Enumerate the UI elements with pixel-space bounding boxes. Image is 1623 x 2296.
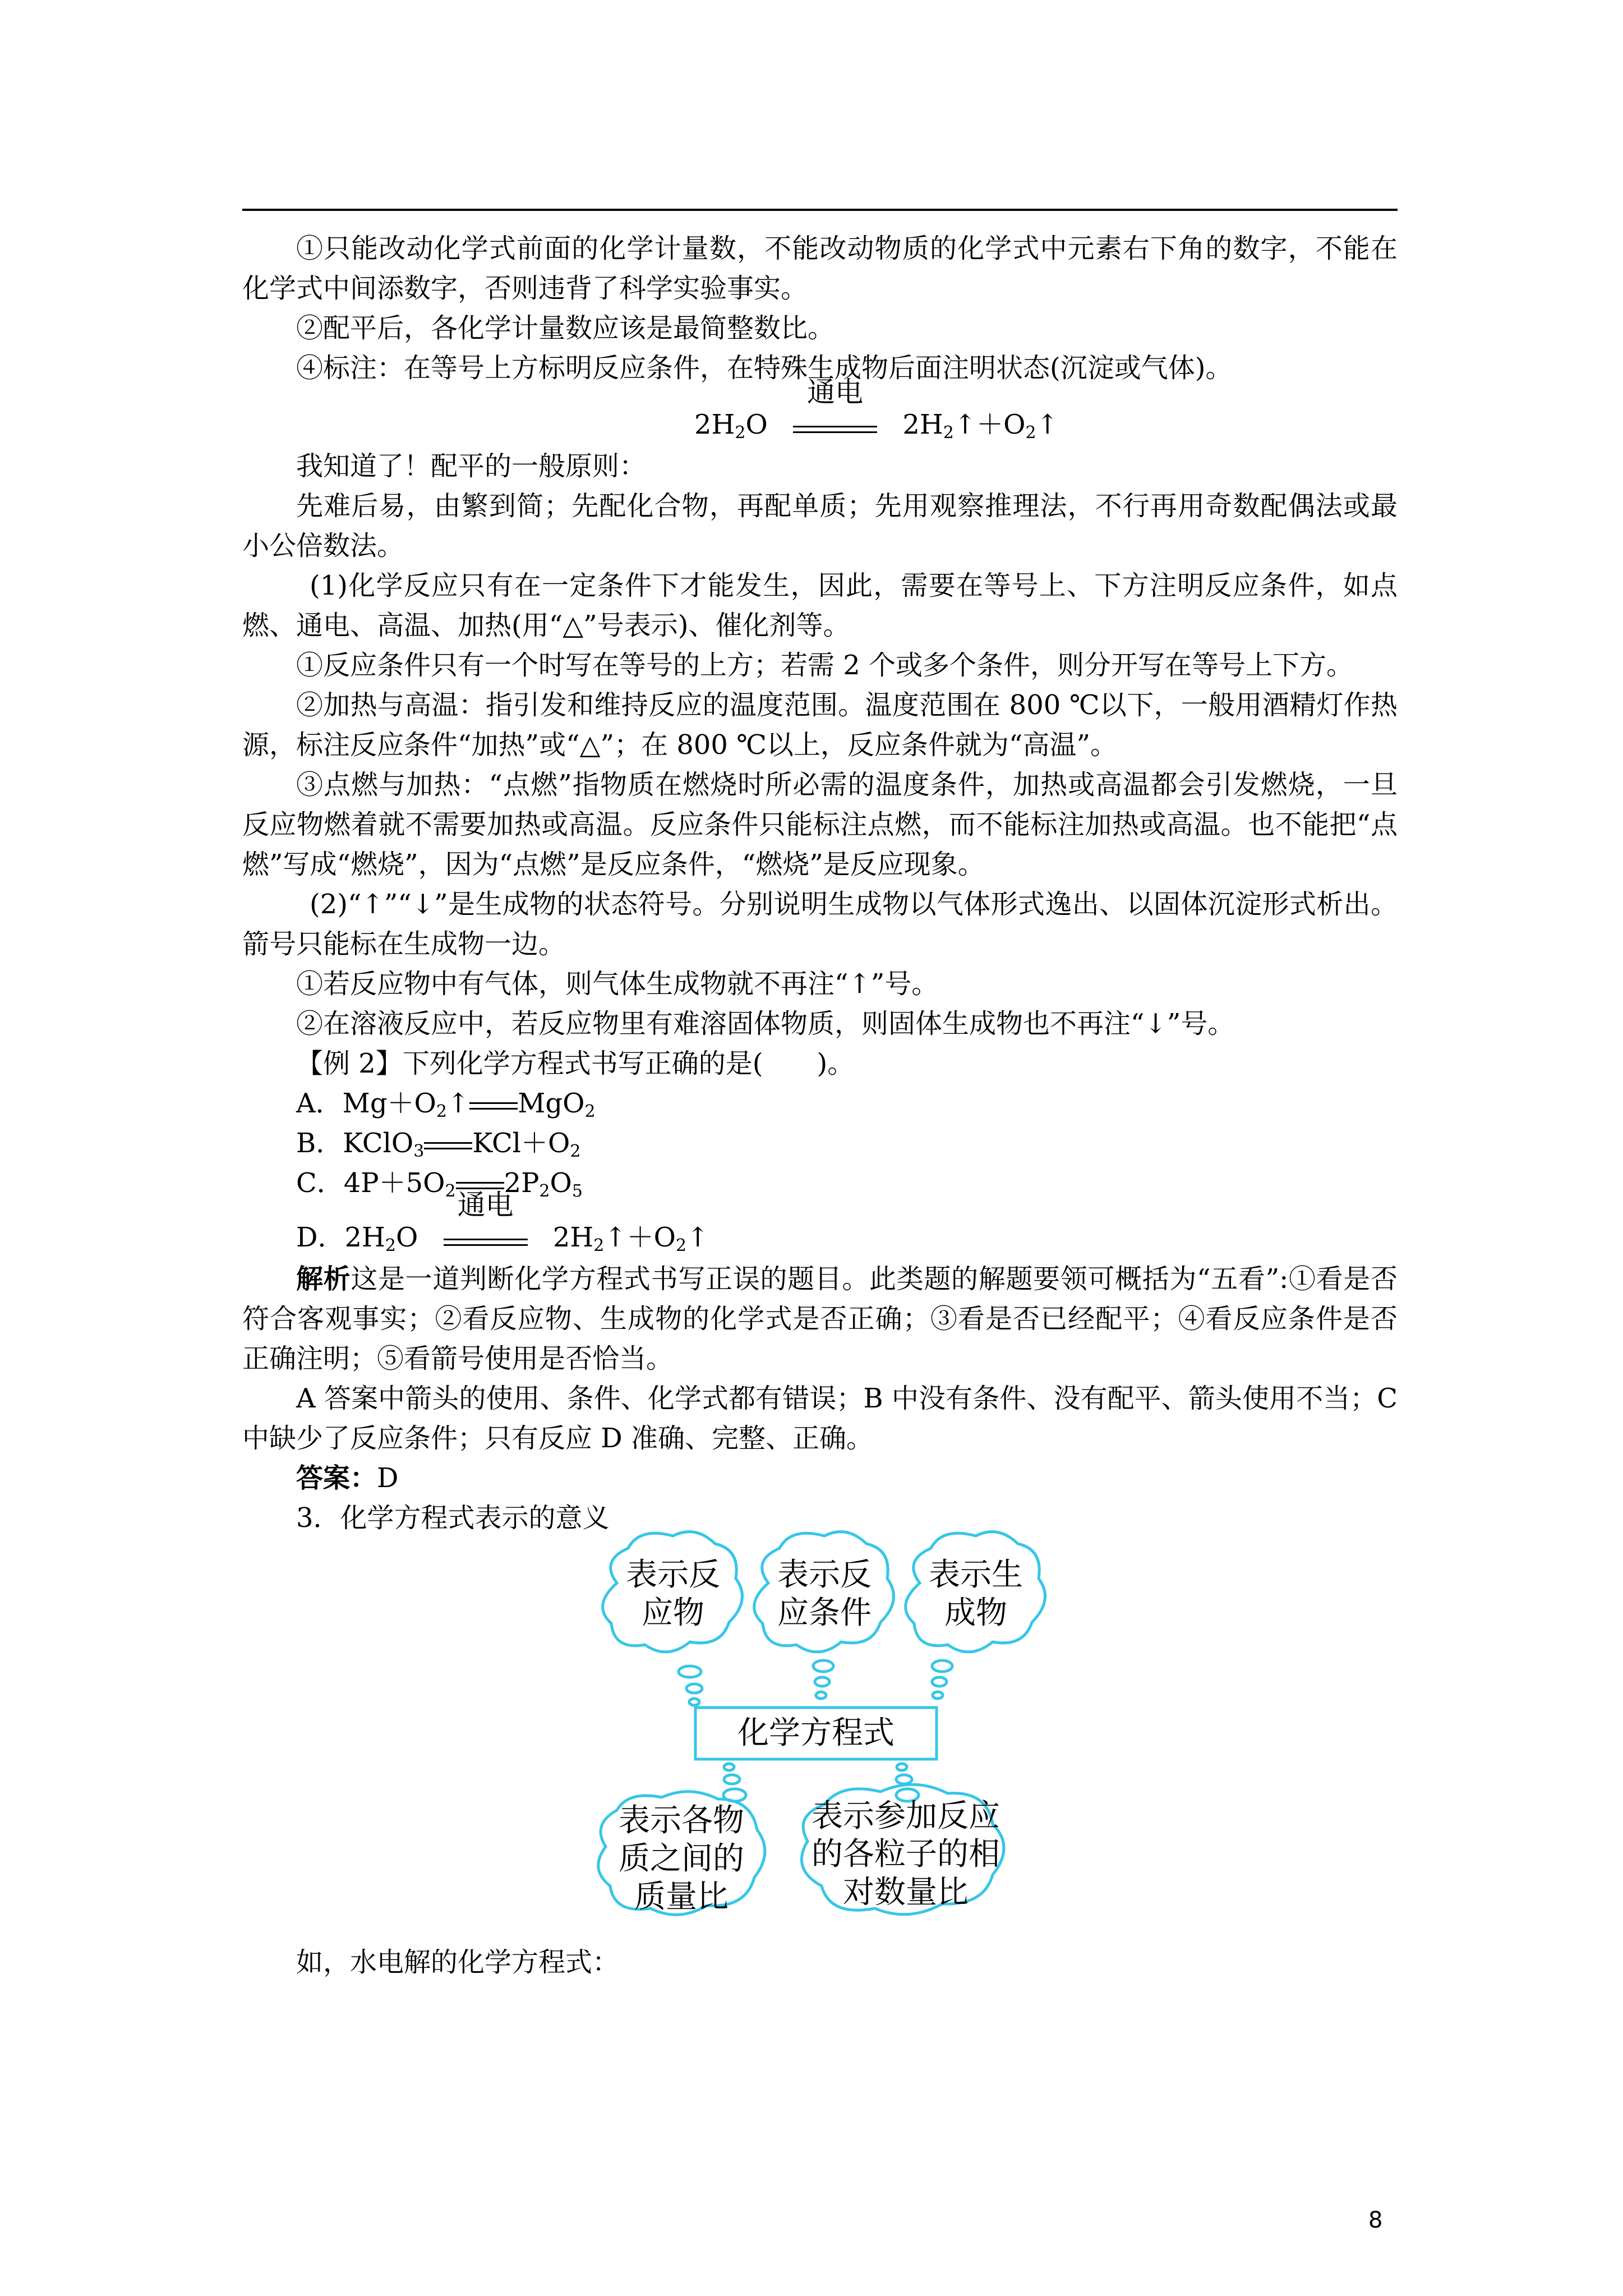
header-rule	[242, 209, 1398, 211]
paragraph: (1)化学反应只有在一定条件下才能发生，因此，需要在等号上、下方注明反应条件，如点燃、通电、高温、加热(用“△”号表示)、催化剂等。	[242, 570, 1398, 641]
paragraph: (2)“↑”“↓”是生成物的状态符号。分别说明生成物以气体形式逸出、以固体沉淀形式析出。箭号只能标在生成物一边。	[242, 889, 1398, 960]
option-d: D．$2H_2O$ 通电 $2H_2↑+O_2↑$	[296, 1188, 709, 1255]
main-content	[242, 229, 1398, 1538]
label-mass-ratio: 表示各物 质之间的 质量比	[619, 1802, 744, 1915]
label-particle-ratio: 表示参加反应 的各粒子的相 对数量比	[811, 1798, 1000, 1911]
option-a: A．$Mg+O_2↑$ MgO$_2$	[296, 1088, 596, 1121]
example-question: 【例 2】下列化学方程式书写正确的是( )。	[296, 1048, 855, 1079]
paragraph: ①反应条件只有一个时写在等号的上方；若需 2 个或多个条件，则分开写在等号上下方。	[296, 650, 1354, 681]
label-center: 化学方程式	[737, 1715, 895, 1751]
answer: 答案：D	[296, 1462, 399, 1494]
label-conditions: 表示反 应条件	[777, 1557, 872, 1631]
label-products: 表示生 成物	[929, 1557, 1023, 1631]
condition-sign: 通电	[444, 1223, 528, 1257]
paragraph: ④标注：在等号上方标明反应条件，在特殊生成物后面注明状态(沉淀或气体)。	[296, 352, 1233, 384]
section-heading: 3．化学方程式表示的意义	[296, 1502, 610, 1534]
page-number: 8	[1368, 2207, 1383, 2233]
paragraph: 我知道了！配平的一般原则：	[296, 450, 647, 482]
paragraph-last: 如，水电解的化学方程式：	[296, 1947, 620, 1978]
paragraph: ②加热与高温：指引发和维持反应的温度范围。温度范围在 800 ℃以下，一般用酒精灯作热源，标注反应条件“加热”或“△”；在 800 ℃以上，反应条件就为“高温”。	[242, 689, 1398, 761]
label-reactants: 表示反 应物	[626, 1557, 720, 1631]
meaning-diagram	[594, 1527, 1110, 1931]
option-c: C．$4P+5O_2$ $2P_2O_5$	[296, 1167, 583, 1201]
option-b: B．KClO$_3$ $KCl+O_2$	[296, 1128, 581, 1161]
paragraph: ①若反应物中有气体，则气体生成物就不再注“↑”号。	[296, 968, 939, 1000]
paragraph: ②在溶液反应中，若反应物里有难溶固体物质，则固体生成物也不再注“↓”号。	[296, 1008, 1235, 1039]
analysis: 解析这是一道判断化学方程式书写正误的题目。此类题的解题要领可概括为“五看”:①看是否符合客观事实；②看反应物、生成物的化学式是否正确；③看是否已经配平；④看反应条件是否正确注明；⑤看箭号使用是否恰当。	[242, 1263, 1398, 1374]
equation-water-electrolysis: $2H_2O$ 通电 $2H_2↑+O_2↑$	[694, 375, 1059, 443]
paragraph: ②配平后，各化学计量数应该是最简整数比。	[296, 312, 835, 344]
analysis-detail: A 答案中箭头的使用、条件、化学式都有错误；B 中没有条件、没有配平、箭头使用不当；C 中缺少了反应条件；只有反应 D 准确、完整、正确。	[242, 1383, 1398, 1454]
paragraph: 先难后易，由繁到简；先配化合物，再配单质；先用观察推理法，不行再用奇数配偶法或最小公倍数法。	[242, 490, 1398, 562]
paragraph: ①只能改动化学式前面的化学计量数，不能改动物质的化学式中元素右下角的数字，不能在化学式中间添数字，否则违背了科学实验事实。	[242, 233, 1398, 304]
paragraph: ③点燃与加热：“点燃”指物质在燃烧时所必需的温度条件，加热或高温都会引发燃烧，一旦反应物燃着就不需要加热或高温。反应条件只能标注点燃，而不能标注加热或高温。也不能把“点燃”写成“燃烧”，因为“点燃”是反应条件，“燃烧”是反应现象。	[242, 769, 1398, 880]
condition-sign: 通电	[793, 410, 877, 444]
